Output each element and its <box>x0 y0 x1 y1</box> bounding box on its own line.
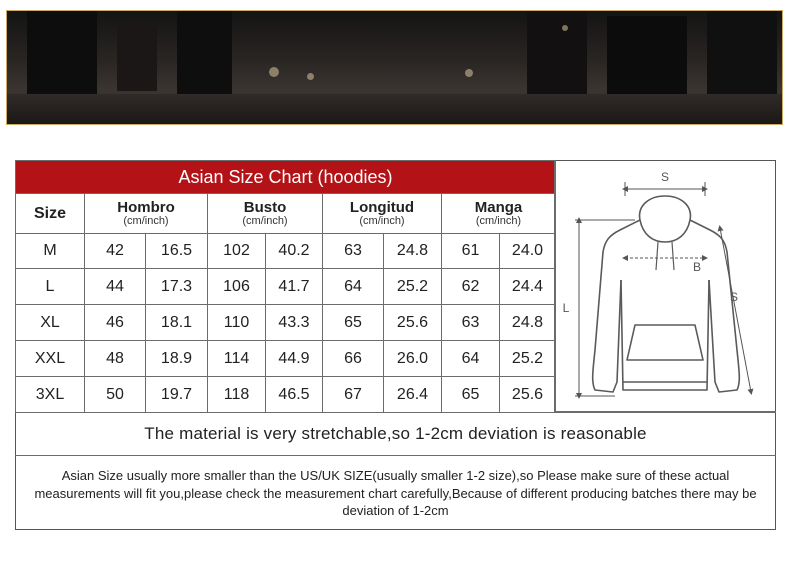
manga-label: Manga <box>474 199 523 216</box>
longitud-inch-cell: 25.2 <box>384 269 442 305</box>
busto-cm-cell: 110 <box>208 305 266 341</box>
hombro-inch-cell: 19.7 <box>146 377 208 413</box>
busto-label: Busto <box>243 199 287 216</box>
manga-inch-cell: 24.0 <box>500 234 556 269</box>
busto-cm-cell: 102 <box>208 234 266 269</box>
size-cell: M <box>16 234 85 269</box>
bust-label: B <box>692 260 702 274</box>
longitud-unit: (cm/inch) <box>359 215 405 227</box>
longitud-label: Longitud <box>349 199 415 216</box>
hombro-unit: (cm/inch) <box>123 215 169 227</box>
hombro-inch-cell: 16.5 <box>146 234 208 269</box>
hombro-inch-cell: 18.9 <box>146 341 208 377</box>
busto-inch-cell: 43.3 <box>266 305 323 341</box>
manga-cm-cell: 64 <box>442 341 500 377</box>
manga-inch-cell: 25.6 <box>500 377 556 413</box>
size-cell: XL <box>16 305 85 341</box>
sleeve-label: S <box>729 290 739 304</box>
hoodie-diagram <box>554 160 776 412</box>
manga-inch-cell: 24.8 <box>500 305 556 341</box>
busto-inch-cell: 46.5 <box>266 377 323 413</box>
table-row <box>16 234 556 269</box>
longitud-cm-cell: 64 <box>323 269 384 305</box>
sizing-disclaimer: Asian Size usually more smaller than the US/UK SIZE(usually smaller 1-2 size),so Please make sure of these actual measurements will fit you,please check the measurement chart carefully,Because of different producing batches there may be deviation of 1-2cm <box>34 468 757 518</box>
busto-column-header <box>208 194 323 234</box>
hombro-cm-cell: 48 <box>85 341 146 377</box>
stretch-note: The material is very stretchable,so 1-2cm deviation is reasonable <box>15 412 776 456</box>
hombro-cm-cell: 50 <box>85 377 146 413</box>
table-row <box>16 341 556 377</box>
hombro-column-header <box>85 194 208 234</box>
banner-photo <box>6 10 783 125</box>
manga-cm-cell: 63 <box>442 305 500 341</box>
longitud-inch-cell: 26.4 <box>384 377 442 413</box>
manga-inch-cell: 25.2 <box>500 341 556 377</box>
busto-unit: (cm/inch) <box>242 215 288 227</box>
longitud-inch-cell: 24.8 <box>384 234 442 269</box>
hombro-cm-cell: 46 <box>85 305 146 341</box>
longitud-cm-cell: 65 <box>323 305 384 341</box>
size-cell: 3XL <box>16 377 85 413</box>
size-cell: XXL <box>16 341 85 377</box>
longitud-column-header <box>323 194 442 234</box>
longitud-cm-cell: 67 <box>323 377 384 413</box>
hombro-label: Hombro <box>117 199 175 216</box>
size-cell: L <box>16 269 85 305</box>
busto-cm-cell: 114 <box>208 341 266 377</box>
size-column-header: Size <box>16 194 85 234</box>
manga-unit: (cm/inch) <box>475 215 522 227</box>
hombro-cm-cell: 42 <box>85 234 146 269</box>
hombro-cm-cell: 44 <box>85 269 146 305</box>
chart-title: Asian Size Chart (hoodies) <box>16 161 556 194</box>
manga-column-header <box>442 194 556 234</box>
table-row <box>16 269 556 305</box>
size-table <box>15 160 556 413</box>
hoodie-diagram-svg <box>555 160 776 411</box>
longitud-inch-cell: 25.6 <box>384 305 442 341</box>
longitud-cm-cell: 63 <box>323 234 384 269</box>
hoodie-outline <box>593 196 740 392</box>
longitud-inch-cell: 26.0 <box>384 341 442 377</box>
busto-inch-cell: 44.9 <box>266 341 323 377</box>
longitud-cm-cell: 66 <box>323 341 384 377</box>
length-label: L <box>562 301 570 315</box>
shoulder-label: S <box>660 170 670 184</box>
manga-cm-cell: 62 <box>442 269 500 305</box>
busto-cm-cell: 118 <box>208 377 266 413</box>
busto-inch-cell: 40.2 <box>266 234 323 269</box>
manga-cm-cell: 65 <box>442 377 500 413</box>
hombro-inch-cell: 18.1 <box>146 305 208 341</box>
busto-cm-cell: 106 <box>208 269 266 305</box>
manga-inch-cell: 24.4 <box>500 269 556 305</box>
busto-inch-cell: 41.7 <box>266 269 323 305</box>
hombro-inch-cell: 17.3 <box>146 269 208 305</box>
manga-cm-cell: 61 <box>442 234 500 269</box>
measure-lines <box>575 182 751 396</box>
table-row <box>16 377 556 413</box>
table-row <box>16 305 556 341</box>
